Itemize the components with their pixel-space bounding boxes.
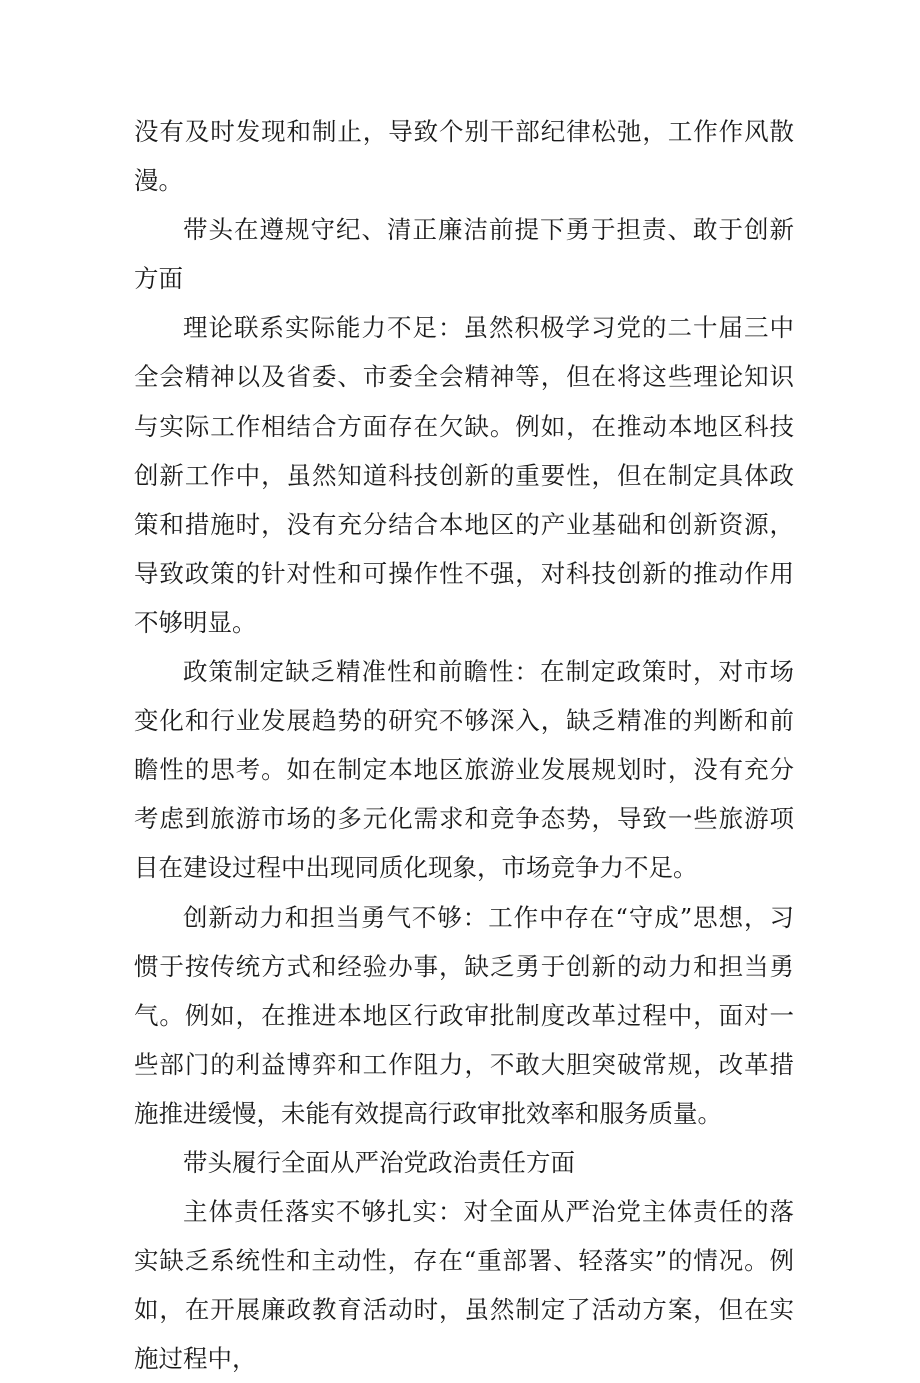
section-heading-2: 带头履行全面从严治党政治责任方面 [183, 1147, 575, 1177]
paragraph-2: 理论联系实际能力不足：虽然积极学习党的二十届三中全会精神以及省委、市委全会精神等，但在将这些理论知识与实际工作相结合方面存在欠缺。例如，在推动本地区科技创新工作中，虽然知道科技创新的重要性，但在制定具体政策和措施时，没有充分结合本地区的产业基础和创新资源，导致政策的针对性和可操作性不强，对科技创新的推动作用不够明显。 [134, 313, 794, 637]
section-heading-1: 带头在遵规守纪、清正廉洁前提下勇于担责、敢于创新方面 [134, 215, 794, 294]
paragraph-3: 政策制定缺乏精准性和前瞻性：在制定政策时，对市场变化和行业发展趋势的研究不够深入，缺乏精准的判断和前瞻性的思考。如在制定本地区旅游业发展规划时，没有充分考虑到旅游市场的多元化需求和竞争态势，导致一些旅游项目在建设过程中出现同质化现象，市场竞争力不足。 [134, 657, 794, 883]
paragraph-5: 主体责任落实不够扎实：对全面从严治党主体责任的落实缺乏系统性和主动性，存在“重部署、轻落实”的情况。例如，在开展廉政教育活动时，虽然制定了活动方案，但在实施过程中， [134, 1197, 794, 1374]
document-body [134, 107, 794, 1383]
paragraph-4: 创新动力和担当勇气不够：工作中存在“守成”思想，习惯于按传统方式和经验办事，缺乏勇于创新的动力和担当勇气。例如，在推进本地区行政审批制度改革过程中，面对一些部门的利益博弈和工作阻力，不敢大胆突破常规，改革措施推进缓慢，未能有效提高行政审批效率和服务质量。 [134, 902, 794, 1128]
paragraph-1: 没有及时发现和制止，导致个别干部纪律松弛，工作作风散漫。 [134, 117, 794, 196]
